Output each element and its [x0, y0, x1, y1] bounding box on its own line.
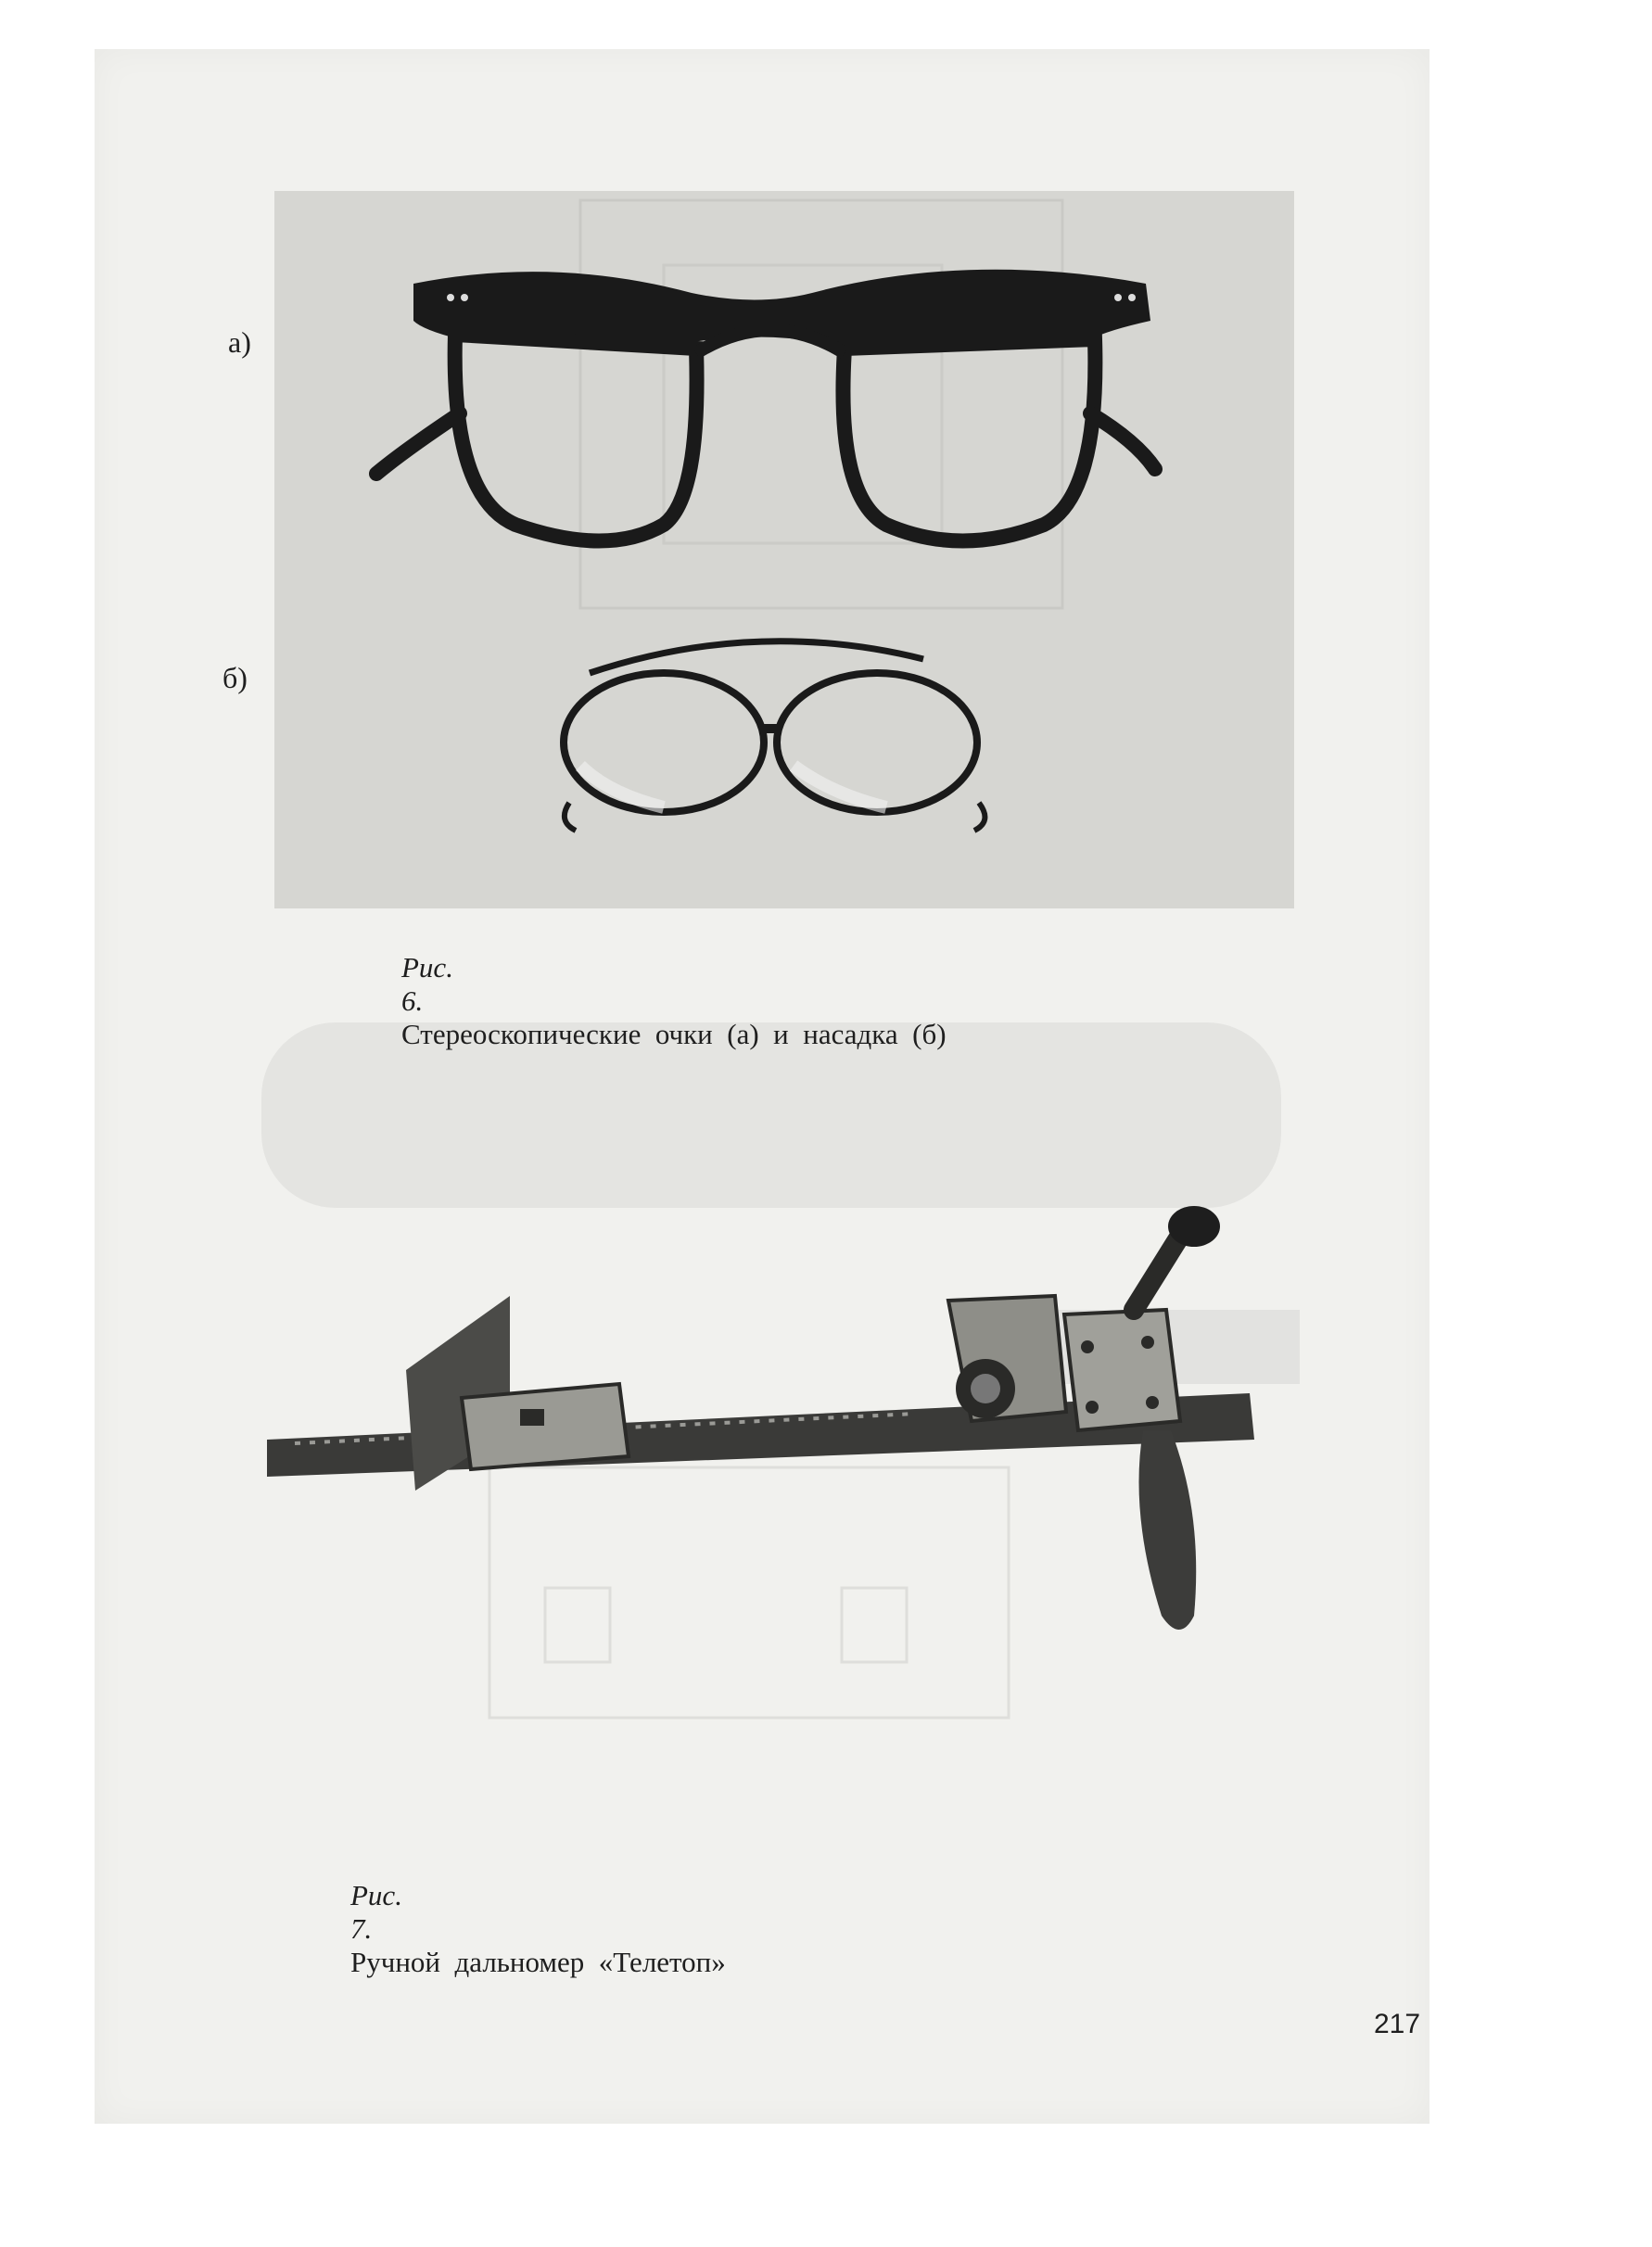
book-page [95, 49, 1430, 2124]
stereo-glasses-drawing [376, 270, 1155, 541]
caption-text: Ручной дальномер «Телетоп» [350, 1946, 726, 1978]
stereo-attachment-drawing [564, 641, 985, 831]
figure-6-photo [274, 191, 1294, 908]
rangefinder-illustration [267, 1199, 1435, 1736]
caption-text: Стереоскопические очки (а) и насадка (б) [401, 1018, 947, 1050]
caption-number: 6. [401, 984, 424, 1017]
caption-number: 7. [350, 1912, 373, 1945]
caption-prefix: Рис. [401, 951, 453, 984]
panel-label-a: а) [228, 325, 251, 359]
page-number: 217 [1374, 2009, 1421, 2039]
figure-6-illustration [274, 191, 1294, 908]
figure-7-photo [267, 1199, 1435, 1736]
panel-label-b: б) [222, 661, 248, 694]
figure-7-caption [322, 1846, 726, 2012]
figure-6-caption [373, 918, 947, 1085]
caption-prefix: Рис. [350, 1879, 402, 1911]
